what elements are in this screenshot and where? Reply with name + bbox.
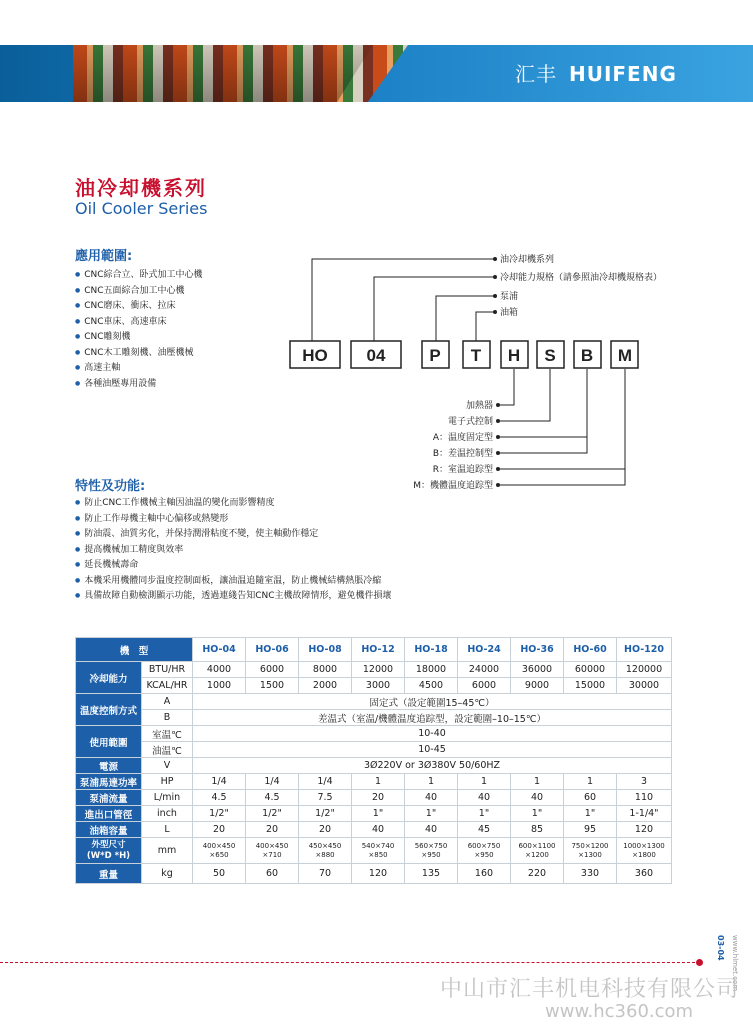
table-cell: 60000	[564, 662, 617, 678]
code-04: 04	[366, 346, 386, 365]
table-cell: 20	[352, 790, 405, 806]
row-label: 温度控制方式	[76, 694, 142, 726]
connector-dot	[493, 275, 497, 279]
dims-label-2: (W*D *H)	[86, 850, 131, 861]
list-item: ● CNC五面綜合加工中心機	[75, 283, 203, 299]
list-item: ● CNC雕刻機	[75, 329, 203, 345]
dim-a: 400×450	[202, 841, 236, 850]
table-cell: 3Ø220V or 3Ø380V 50/60HZ	[193, 758, 672, 774]
table-cell: 120000	[617, 662, 672, 678]
table-cell: 135	[405, 864, 458, 884]
dim-a: 600×1100	[518, 841, 556, 850]
table-cell: 1"	[564, 806, 617, 822]
table-cell	[458, 838, 511, 864]
code-label-tank: 油箱	[500, 308, 519, 318]
table-row	[76, 758, 672, 774]
dim-b: ×710	[262, 850, 282, 859]
table-cell: 1	[458, 774, 511, 790]
table-cell: 1	[511, 774, 564, 790]
dim-b: ×1300	[578, 850, 602, 859]
dim-b: ×880	[315, 850, 335, 859]
brand-cn: 汇丰	[515, 62, 557, 86]
table-row	[76, 790, 672, 806]
dim-b: ×1200	[525, 850, 549, 859]
row-label: 泵浦流量	[76, 790, 142, 806]
table-cell: 15000	[564, 678, 617, 694]
connector-line	[476, 312, 495, 341]
connector-dot	[496, 451, 500, 455]
table-cell: 9000	[511, 678, 564, 694]
connector-dot	[496, 403, 500, 407]
table-cell: 40	[405, 790, 458, 806]
dim-b: ×1800	[632, 850, 656, 859]
list-item: ● 提高機械加工精度與效率	[75, 542, 392, 558]
table-cell: 20	[246, 822, 299, 838]
page-number: 03-04	[716, 935, 725, 961]
page-title-en: Oil Cooler Series	[75, 199, 208, 218]
table-cell: 220	[511, 864, 564, 884]
table-cell: 12000	[352, 662, 405, 678]
model-name: HO-120	[617, 638, 672, 662]
table-cell: 330	[564, 864, 617, 884]
table-row	[76, 838, 672, 864]
application-title: 應用範圍:	[75, 249, 133, 264]
table-cell: 40	[405, 822, 458, 838]
row-label: 油箱容量	[76, 822, 142, 838]
brand-logo	[515, 58, 677, 87]
table-cell	[352, 838, 405, 864]
table-cell: 1"	[352, 806, 405, 822]
table-row	[76, 774, 672, 790]
model-name: HO-36	[511, 638, 564, 662]
footer-dot-icon	[696, 959, 703, 966]
table-cell: 360	[617, 864, 672, 884]
header-photo-shade	[73, 45, 373, 102]
table-row	[76, 694, 672, 710]
connector-line	[498, 369, 625, 469]
connector-dot	[496, 419, 500, 423]
watermark-company: 中山市汇丰机电科技有限公司	[440, 977, 740, 1002]
connector-dot	[496, 435, 500, 439]
footer-url: www.hlmet.com	[731, 935, 739, 992]
table-row	[76, 662, 672, 678]
table-cell: 70	[299, 864, 352, 884]
connector-dot	[493, 310, 497, 314]
dim-a: 540×740	[361, 841, 395, 850]
table-cell: 1500	[246, 678, 299, 694]
table-cell: 2000	[299, 678, 352, 694]
table-cell: 60	[246, 864, 299, 884]
connector-line	[498, 369, 514, 405]
table-cell: 40	[352, 822, 405, 838]
row-label: 冷却能力	[76, 662, 142, 694]
unit-cell: KCAL/HR	[142, 678, 193, 694]
table-cell: 1	[405, 774, 458, 790]
list-item: ● CNC磨床、衝床、拉床	[75, 298, 203, 314]
dim-b: ×950	[421, 850, 441, 859]
dim-a: 400×450	[255, 841, 289, 850]
watermark-site: www.hc360.com	[545, 1001, 694, 1022]
table-cell: 1"	[458, 806, 511, 822]
row-label: 重量	[76, 864, 142, 884]
table-cell: 4500	[405, 678, 458, 694]
table-cell: 20	[299, 822, 352, 838]
table-cell: 6000	[246, 662, 299, 678]
row-label: 電源	[76, 758, 142, 774]
list-item: ● CNC車床、高速車床	[75, 314, 203, 330]
unit-cell: mm	[142, 838, 193, 864]
table-cell: 4000	[193, 662, 246, 678]
model-code-diagram	[285, 245, 685, 495]
model-name: HO-24	[458, 638, 511, 662]
table-row	[76, 806, 672, 822]
unit-cell: L/min	[142, 790, 193, 806]
code-ho: HO	[302, 346, 328, 365]
table-cell: 3000	[352, 678, 405, 694]
code-label-capacity: 冷却能力規格（請參照油冷却機規格表）	[500, 273, 663, 283]
connector-dot	[496, 467, 500, 471]
table-cell	[246, 838, 299, 864]
unit-cell: HP	[142, 774, 193, 790]
model-name: HO-04	[193, 638, 246, 662]
connector-line	[436, 296, 495, 341]
table-cell: 30000	[617, 678, 672, 694]
connector-dot	[493, 257, 497, 261]
table-cell: 1/4	[246, 774, 299, 790]
table-cell: 3	[617, 774, 672, 790]
list-item: ● 防油震、油質劣化，并保持潤滑粘度不變，使主軸動作穩定	[75, 526, 392, 542]
table-row	[76, 864, 672, 884]
table-cell: 120	[352, 864, 405, 884]
page-title-cn: 油冷却機系列	[75, 176, 207, 200]
connector-line	[498, 369, 587, 453]
list-item: ● 本機采用機體同步温度控制面板，讓油温追隨室温，防止機械結構熱脹冷縮	[75, 573, 392, 589]
dim-a: 1000×1300	[623, 841, 665, 850]
table-cell	[405, 838, 458, 864]
table-cell: 120	[617, 822, 672, 838]
code-label-heater: 加熱器	[465, 401, 493, 411]
table-cell: 差温式（室温/機體温度追踪型，設定範圍–10–15℃）	[193, 710, 672, 726]
connector-line	[498, 369, 587, 437]
dim-a: 450×450	[308, 841, 342, 850]
model-name: HO-06	[246, 638, 299, 662]
code-s: S	[544, 346, 556, 365]
dim-b: ×950	[474, 850, 494, 859]
table-cell: 36000	[511, 662, 564, 678]
dim-b: ×650	[209, 850, 229, 859]
list-item: ● 高速主軸	[75, 360, 203, 376]
table-cell: 1000	[193, 678, 246, 694]
connector-line	[498, 369, 550, 421]
table-row	[76, 638, 672, 662]
table-cell: 24000	[458, 662, 511, 678]
table-cell: 1	[352, 774, 405, 790]
list-item: ● 具備故障自動檢測顯示功能，透過連綫告知CNC主機故障情形，避免機件損壞	[75, 588, 392, 604]
table-cell: 8000	[299, 662, 352, 678]
footer-divider	[0, 962, 700, 963]
dim-a: 750×1200	[571, 841, 609, 850]
unit-cell: B	[142, 710, 193, 726]
table-row	[76, 822, 672, 838]
model-name: HO-12	[352, 638, 405, 662]
code-p: P	[429, 346, 441, 365]
features-list	[75, 495, 392, 604]
brand-en: HUIFENG	[568, 62, 677, 86]
application-list	[75, 267, 203, 391]
code-label-electronic: 電子式控制	[447, 417, 493, 427]
code-t: T	[470, 346, 482, 365]
table-cell: 固定式（設定範圍15–45℃）	[193, 694, 672, 710]
table-row	[76, 710, 672, 726]
table-row	[76, 742, 672, 758]
connector-line	[312, 259, 495, 341]
table-cell: 6000	[458, 678, 511, 694]
features-title: 特性及功能:	[75, 479, 146, 494]
dim-b: ×850	[368, 850, 388, 859]
table-cell: 45	[458, 822, 511, 838]
table-cell: 10-45	[193, 742, 672, 758]
table-cell: 10-40	[193, 726, 672, 742]
row-label: 進出口管徑	[76, 806, 142, 822]
table-cell: 1	[564, 774, 617, 790]
code-label-type-b: B：差温控制型	[432, 449, 493, 459]
unit-cell: kg	[142, 864, 193, 884]
table-cell: 110	[617, 790, 672, 806]
connector-dot	[493, 294, 497, 298]
table-cell	[564, 838, 617, 864]
table-cell: 7.5	[299, 790, 352, 806]
code-label-type-a: A：温度固定型	[432, 433, 493, 443]
row-label	[76, 838, 142, 864]
unit-cell: inch	[142, 806, 193, 822]
code-m: M	[617, 346, 633, 365]
table-cell: 95	[564, 822, 617, 838]
table-cell: 1"	[405, 806, 458, 822]
code-h: H	[507, 346, 521, 365]
dims-label-1: 外型尺寸	[91, 839, 126, 850]
list-item: ● 防止CNC工作機械主軸因油温的變化而影響精度	[75, 495, 392, 511]
spec-table	[75, 637, 672, 884]
table-cell	[193, 838, 246, 864]
table-cell: 1/2"	[246, 806, 299, 822]
table-cell: 1/2"	[299, 806, 352, 822]
table-cell: 40	[458, 790, 511, 806]
connector-line	[374, 277, 495, 341]
table-cell: 60	[564, 790, 617, 806]
model-name: HO-08	[299, 638, 352, 662]
dim-a: 600×750	[467, 841, 501, 850]
table-cell: 1/4	[193, 774, 246, 790]
dim-a: 560×750	[414, 841, 448, 850]
table-row	[76, 726, 672, 742]
unit-cell: L	[142, 822, 193, 838]
connector-dot	[496, 483, 500, 487]
model-name: HO-60	[564, 638, 617, 662]
table-cell: 1/4	[299, 774, 352, 790]
table-cell: 20	[193, 822, 246, 838]
table-cell: 4.5	[246, 790, 299, 806]
unit-cell: 室温℃	[142, 726, 193, 742]
table-cell: 1-1/4"	[617, 806, 672, 822]
row-label: 泵浦馬達功率	[76, 774, 142, 790]
code-label-pump: 泵浦	[500, 292, 519, 302]
unit-cell: BTU/HR	[142, 662, 193, 678]
model-name: HO-18	[405, 638, 458, 662]
table-cell	[299, 838, 352, 864]
table-cell: 40	[511, 790, 564, 806]
list-item: ● 各種油壓專用設備	[75, 376, 203, 392]
table-cell: 4.5	[193, 790, 246, 806]
list-item: ● 防止工作母機主軸中心偏移或熱變形	[75, 511, 392, 527]
code-b: B	[580, 346, 594, 365]
table-cell: 85	[511, 822, 564, 838]
list-item: ● 延長機械壽命	[75, 557, 392, 573]
table-cell: 50	[193, 864, 246, 884]
table-cell: 1"	[511, 806, 564, 822]
table-cell: 160	[458, 864, 511, 884]
table-row	[76, 678, 672, 694]
model-header: 機 型	[76, 638, 193, 662]
list-item: ● CNC木工雕刻機、油壓機械	[75, 345, 203, 361]
code-label-series: 油冷却機系列	[500, 255, 555, 265]
unit-cell: A	[142, 694, 193, 710]
list-item: ● CNC綜合立、卧式加工中心機	[75, 267, 203, 283]
unit-cell: 油温℃	[142, 742, 193, 758]
table-cell	[617, 838, 672, 864]
table-cell	[511, 838, 564, 864]
unit-cell: V	[142, 758, 193, 774]
connector-line	[498, 369, 625, 485]
table-cell: 18000	[405, 662, 458, 678]
table-cell: 1/2"	[193, 806, 246, 822]
code-label-type-m: M：機體温度追踪型	[413, 481, 493, 491]
code-label-type-r: R：室温追踪型	[432, 465, 493, 475]
row-label: 使用範圍	[76, 726, 142, 758]
